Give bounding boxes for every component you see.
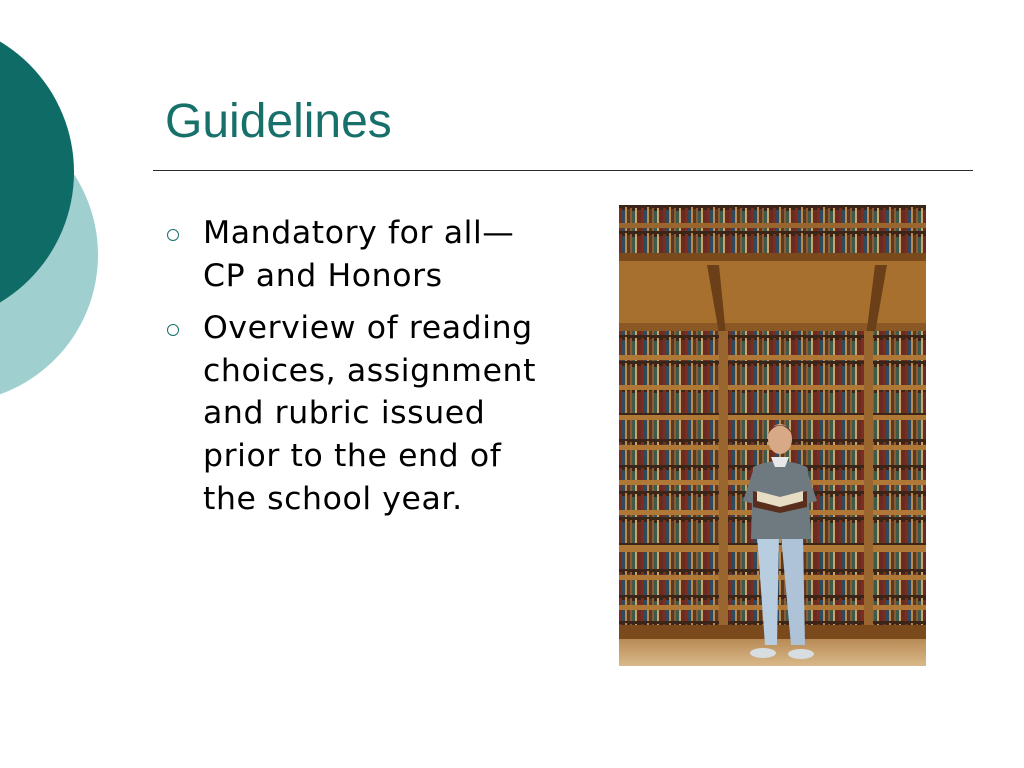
bullet-item (165, 307, 565, 520)
title-divider (153, 170, 973, 171)
hollow-circle-bullet-icon (167, 229, 179, 241)
bullet-text: Overview of reading choices, assignment and rubric issued prior to the end of the school year. (203, 310, 537, 517)
decorative-circles (0, 0, 110, 400)
bullet-text: Mandatory for all— CP and Honors (203, 215, 515, 294)
slide-title: Guidelines (165, 95, 392, 148)
bullet-list (165, 212, 565, 530)
hollow-circle-bullet-icon (167, 324, 179, 336)
library-student-reading-photo (619, 205, 926, 666)
bullet-item (165, 212, 565, 297)
